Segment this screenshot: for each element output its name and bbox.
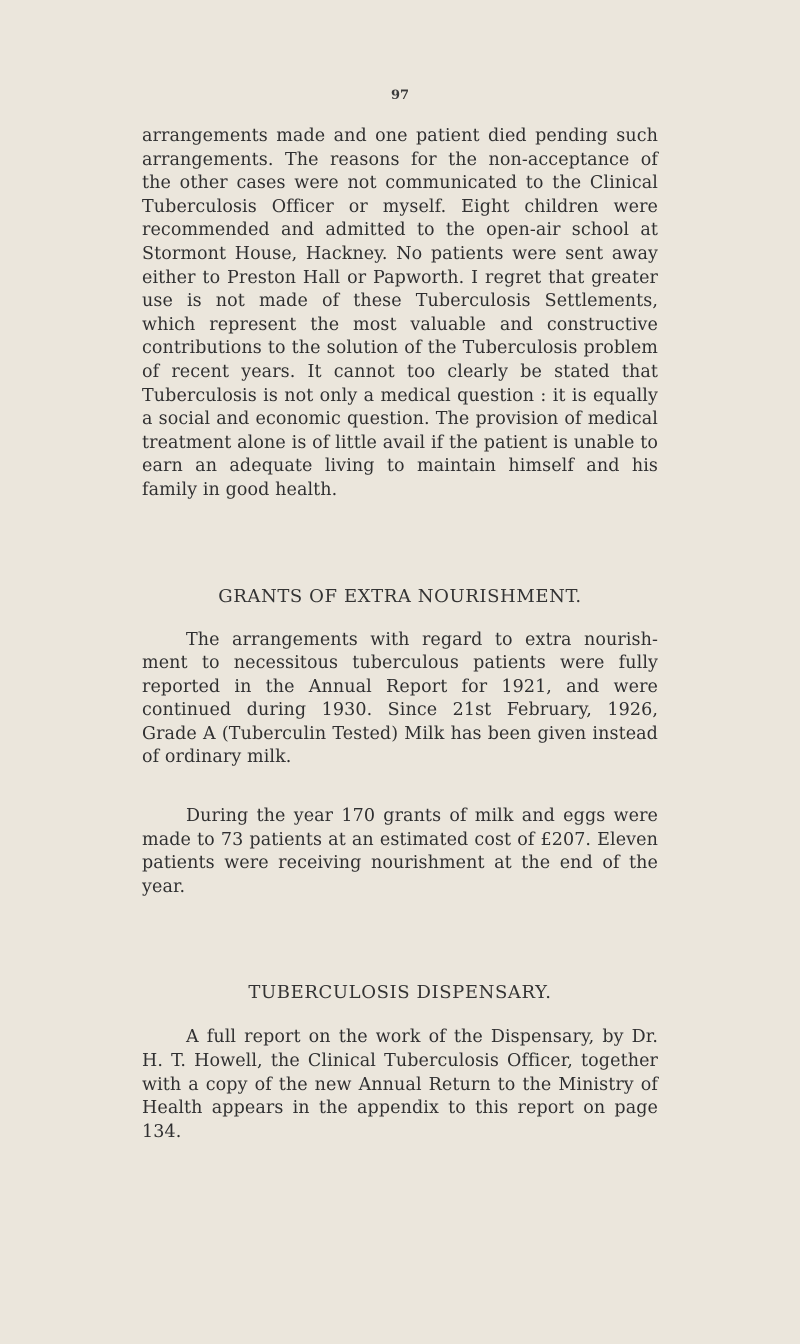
paragraph-milk-grants: During the year 170 grants of milk and eggs were made to 73 patients at an estimated cost of £207. Eleven patients were receiving nourishment at the end of the year. [142,806,658,897]
page-body [142,125,658,1144]
paragraph-dispensary-report: A full report on the work of the Dispensary, by Dr. H. T. Howell, the Clinical Tuberculosis Officer, together with a copy of the new Annual Return to the Ministry of Health appears in the appendix to this report on page 134. [142,1027,658,1142]
section-heading-dispensary: TUBERCULOSIS DISPENSARY. [248,982,552,1004]
paragraph-continuation: arrangements made and one patient died pending such arrangements. The reasons for the non-acceptance of the other cases were not communicated to the Clinical Tuberculosis Officer or myself. Eight children were recommended and admitted to the open-air school at Stormont House, Hackney. No patients were sent away either to Preston Hall or Papworth. I regret that greater use is not made of these Tuberculosis Settlements, which represent the most valuable and constructive contributions to the solution of the Tuberculosis problem of recent years. It cannot too clearly be stated that Tuberculosis is not only a medical question : it is equally a social and economic question. The provision of medical treatment alone is of little avail if the patient is unable to earn an adequate living to maintain himself and his family in good health. [142,126,658,500]
page-number: 97 [390,88,410,103]
paragraph-nourishment-arrangements: The arrangements with regard to extra nourish-ment to necessitous tuberculous patients were fully reported in the Annual Report for 1921, and were continued during 1930. Since 21st February, 1926, Grade A (Tuberculin Tested) Milk has been given instead of ordinary milk. [142,629,658,768]
section-heading-extra-nourishment: GRANTS OF EXTRA NOURISHMENT. [218,585,582,607]
